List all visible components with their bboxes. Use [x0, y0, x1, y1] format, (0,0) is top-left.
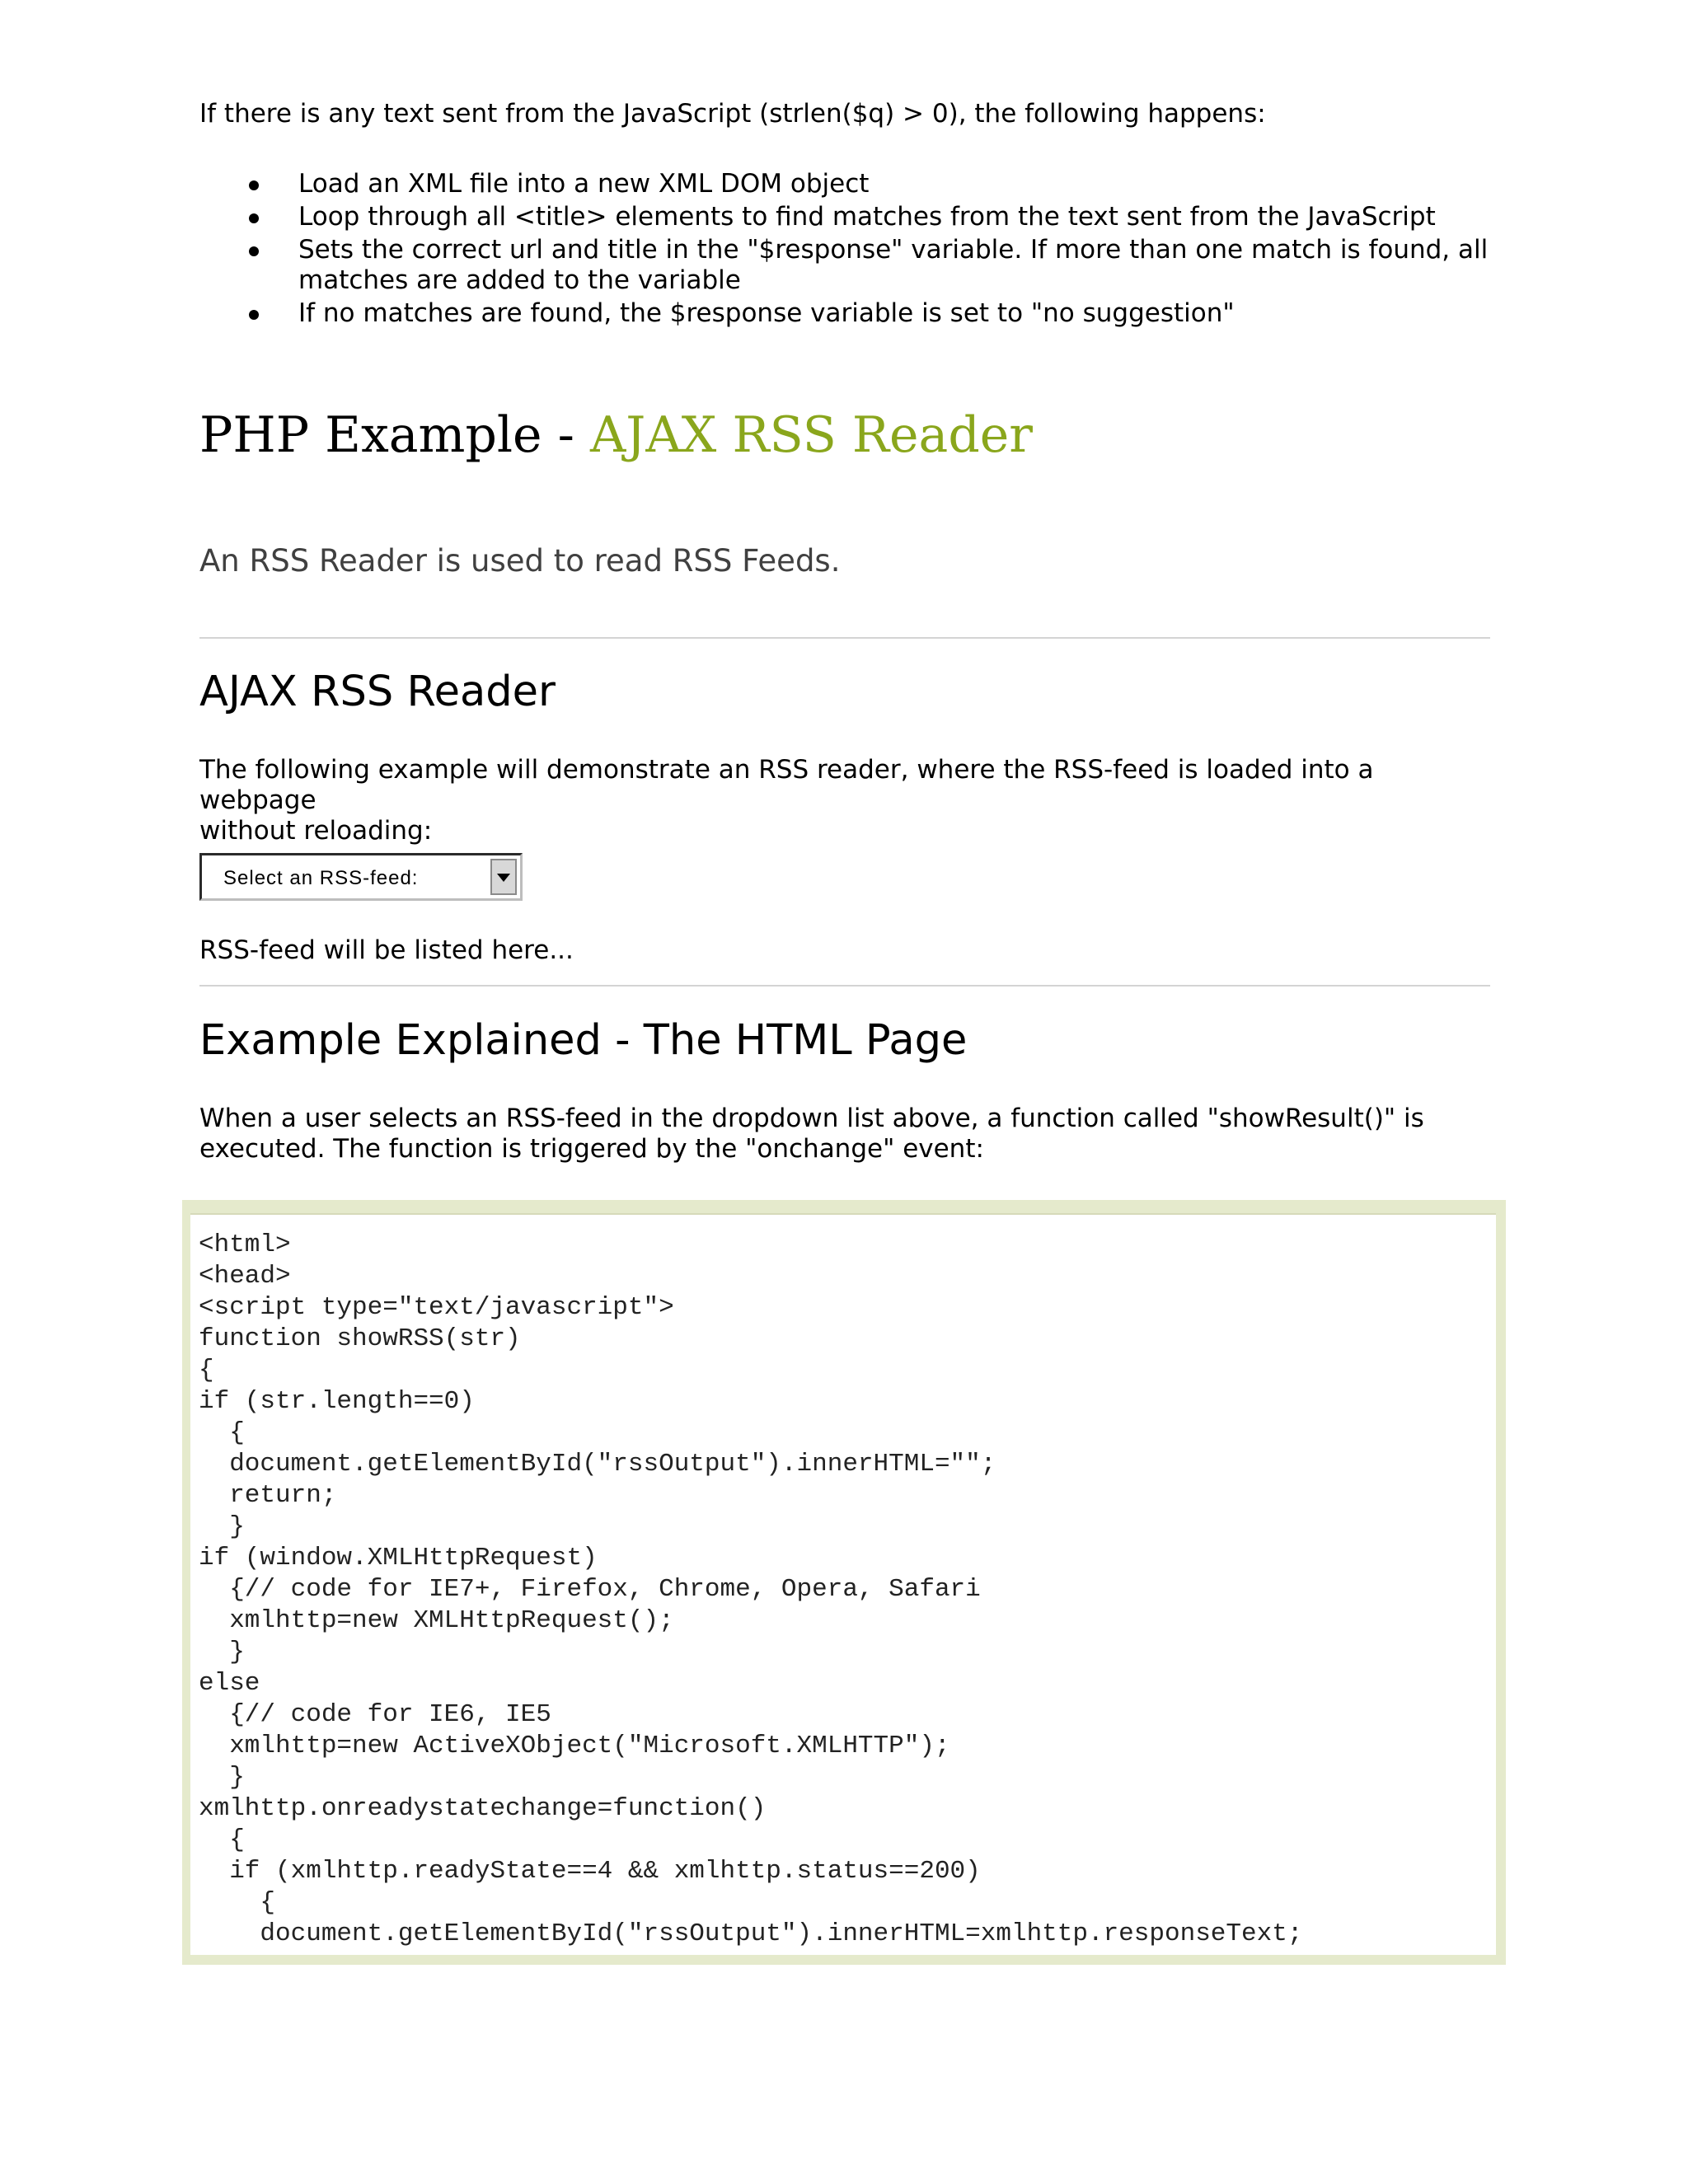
rss-output: RSS-feed will be listed here...: [199, 935, 574, 965]
bullet-icon: [249, 180, 259, 190]
reader-description: [199, 755, 1490, 846]
code-example-box: [182, 1200, 1506, 1965]
list-item-text: Sets the correct url and title in the "$response" variable. If more than one match is found, all: [298, 235, 1489, 265]
bullet-icon: [249, 246, 259, 256]
divider: [199, 637, 1490, 639]
list-item-text: Load an XML file into a new XML DOM object: [298, 169, 870, 199]
intro-text: If there is any text sent from the JavaScript (strlen($q) > 0), the following happens:: [199, 99, 1266, 129]
page-title: [199, 402, 1033, 468]
section-heading-reader: AJAX RSS Reader: [199, 668, 556, 716]
page-title-accent: AJAX RSS Reader: [589, 406, 1033, 464]
list-item: [199, 235, 1490, 296]
steps-list: [199, 169, 1490, 331]
list-item: [199, 202, 1490, 232]
reader-description-line1: The following example will demonstrate an RSS reader, where the RSS-feed is loaded into a webpage: [199, 755, 1374, 815]
list-item: [199, 298, 1490, 329]
list-item-text-continued: matches are added to the variable: [298, 265, 741, 295]
reader-description-line2: without reloading:: [199, 816, 433, 846]
code-block: <html> <head> <script type="text/javascript"> function showRSS(str) { if (str.length==0) { document.getElementById("rssOutput").innerHTML=""; return; } if (window.XMLHttpRequest) {// code for IE7+, Firefox, Chrome, Opera, Safari xmlhttp=new XMLHttpRequest(); } else {// code for IE6, IE5 xmlhttp=new ActiveXObject("Microsoft.XMLHTTP"); } xmlhttp.onreadystatechange=function() { if (xmlhttp.readyState==4 && xmlhttp.status==200) { document.getElementById("rssOutput").innerHTML=xmlhttp.responseText;: [199, 1230, 1303, 1948]
list-item-text: Loop through all <title> elements to find matches from the text sent from the JavaScript: [298, 202, 1436, 232]
lead-text: An RSS Reader is used to read RSS Feeds.: [199, 543, 841, 579]
dropdown-button[interactable]: [490, 859, 517, 895]
rss-feed-select-value: Select an RSS-feed:: [223, 867, 419, 889]
explained-description-line1: When a user selects an RSS-feed in the dropdown list above, a function called "showResult()" is: [199, 1104, 1424, 1133]
code-example-panel: [190, 1213, 1496, 1955]
page-title-prefix: PHP Example -: [199, 406, 590, 464]
divider: [199, 985, 1490, 987]
list-item-text: If no matches are found, the $response variable is set to "no suggestion": [298, 298, 1235, 328]
rss-feed-select[interactable]: [199, 853, 523, 901]
section-heading-explained: Example Explained - The HTML Page: [199, 1016, 968, 1065]
bullet-icon: [249, 310, 259, 320]
bullet-icon: [249, 213, 259, 223]
list-item: [199, 169, 1490, 199]
explained-description-line2: executed. The function is triggered by the "onchange" event:: [199, 1134, 984, 1164]
chevron-down-icon: [497, 874, 510, 882]
explained-description: [199, 1104, 1490, 1165]
